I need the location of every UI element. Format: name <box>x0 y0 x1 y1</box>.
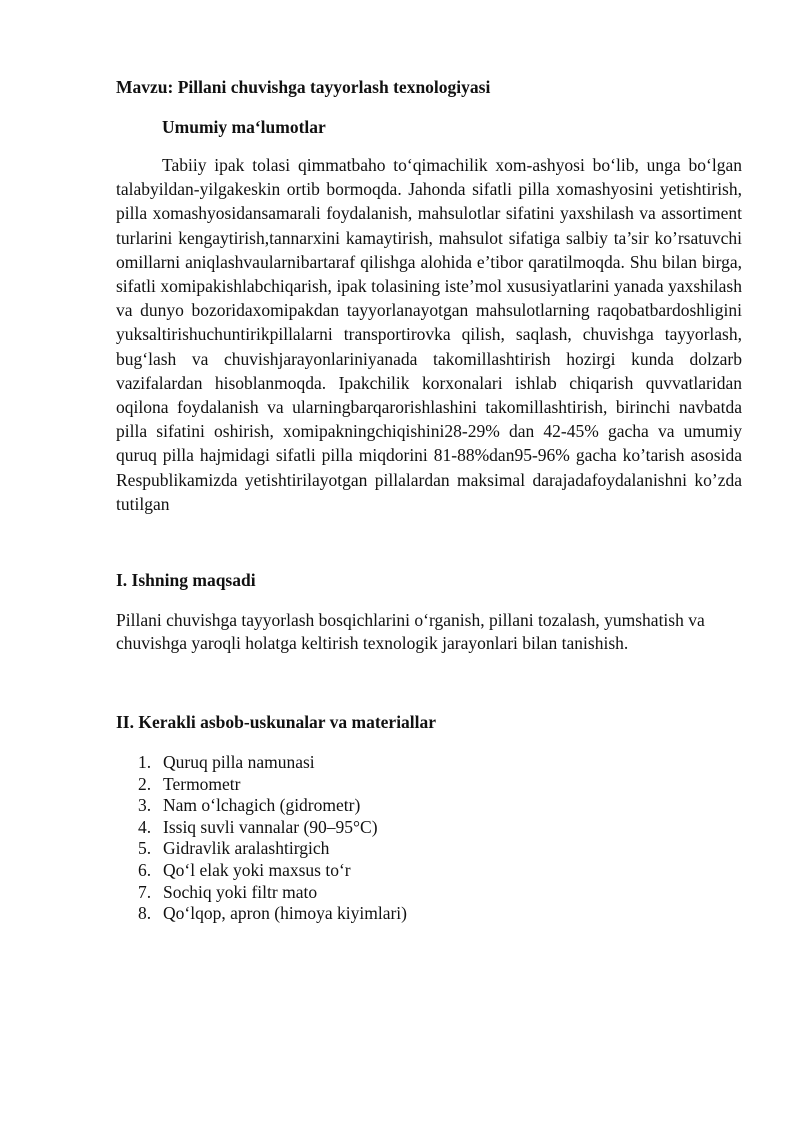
list-item-number: 8. <box>138 903 152 924</box>
document-subtitle: Umumiy ma‘lumotlar <box>162 117 326 137</box>
list-item-number: 7. <box>138 881 152 902</box>
list-item-number: 6. <box>138 859 152 880</box>
list-item-text: Issiq suvli vannalar (90–95°C) <box>163 816 378 837</box>
list-item-text: Gidravlik aralashtirgich <box>163 838 330 859</box>
list-item <box>138 752 407 774</box>
list-item <box>138 882 407 904</box>
list-item-number: 4. <box>138 816 152 837</box>
list-item <box>138 903 407 925</box>
list-item-number: 3. <box>138 795 152 816</box>
list-item <box>138 817 407 839</box>
equipment-list <box>138 752 407 925</box>
list-item-text: Quruq pilla namunasi <box>163 752 315 772</box>
list-item <box>138 860 407 882</box>
list-item-number: 2. <box>138 773 152 794</box>
intro-paragraph: Tabiiy ipak tolasi qimmatbaho to‘qimachilik xom-ashyosi bo‘lib, unga bo‘lgan talabyildan-yilgakeskin ortib bormoqda. Jahonda sifatli pilla xomashyosini yetishtirish, pilla xomashyosidansamarali foydalanish, mahsulotlar sifatini yaxshilash va assortiment turlarini kengaytirish,tannarxini kamaytirish, mahsulot sifatiga salbiy ta’sir ko’rsatuvchi omillarni aniqlashvaularnibartaraf qilishga alohida e’tibor qaratilmoqda. Shu bilan birga, sifatli xomipakishlabchiqarish, ipak tolasining iste’mol xususiyatlarini yanada yaxshilash va dunyo bozoridaxomipakdan tayyorlanayotgan mahsulotlarning raqobatbardoshligini yuksaltirishuchuntirikpillalarni transportirovka qilish, saqlash, chuvishga tayyorlash, bug‘lash va chuvishjarayonlariniyanada takomillashtirish hozirgi kunda dolzarb vazifalardan hisoblanmoqda. Ipakchilik korxonalari ishlab chiqarish quvvatlaridan oqilona foydalanish va ularningbarqarorishlashini takomillashtirish, birinchi navbatda pilla sifatini oshirish, xomipakningchiqishini28-29% dan 42-45% gacha va umumiy quruq pilla hajmidagi sifatli pilla miqdorini 81-88%dan95-96% gacha ko’tarish asosida Respublikamizda yetishtirilayotgan pillalardan maksimal darajadafoydalanishni ko’zda tutilgan <box>116 155 742 514</box>
section-heading-equipment: II. Kerakli asbob-uskunalar va materiallar <box>116 712 437 732</box>
list-item-number: 5. <box>138 838 152 859</box>
document-title: Mavzu: Pillani chuvishga tayyorlash texnologiyasi <box>116 77 491 97</box>
list-item <box>138 774 407 796</box>
list-item-text: Termometr <box>163 773 241 794</box>
list-item-text: Nam o‘lchagich (gidrometr) <box>163 795 361 816</box>
list-item-text: Qo‘l elak yoki maxsus to‘r <box>163 859 351 880</box>
list-item <box>138 838 407 860</box>
list-item <box>138 795 407 817</box>
list-item-text: Qo‘lqop, apron (himoya kiyimlari) <box>163 903 407 924</box>
list-item-number: 1. <box>138 752 152 772</box>
goal-paragraph: Pillani chuvishga tayyorlash bosqichlarini o‘rganish, pillani tozalash, yumshatish va chuvishga yaroqli holatga keltirish texnologik jarayonlari bilan tanishish. <box>116 610 705 653</box>
list-item-text: Sochiq yoki filtr mato <box>163 881 318 902</box>
section-heading-goal: I. Ishning maqsadi <box>116 570 256 590</box>
